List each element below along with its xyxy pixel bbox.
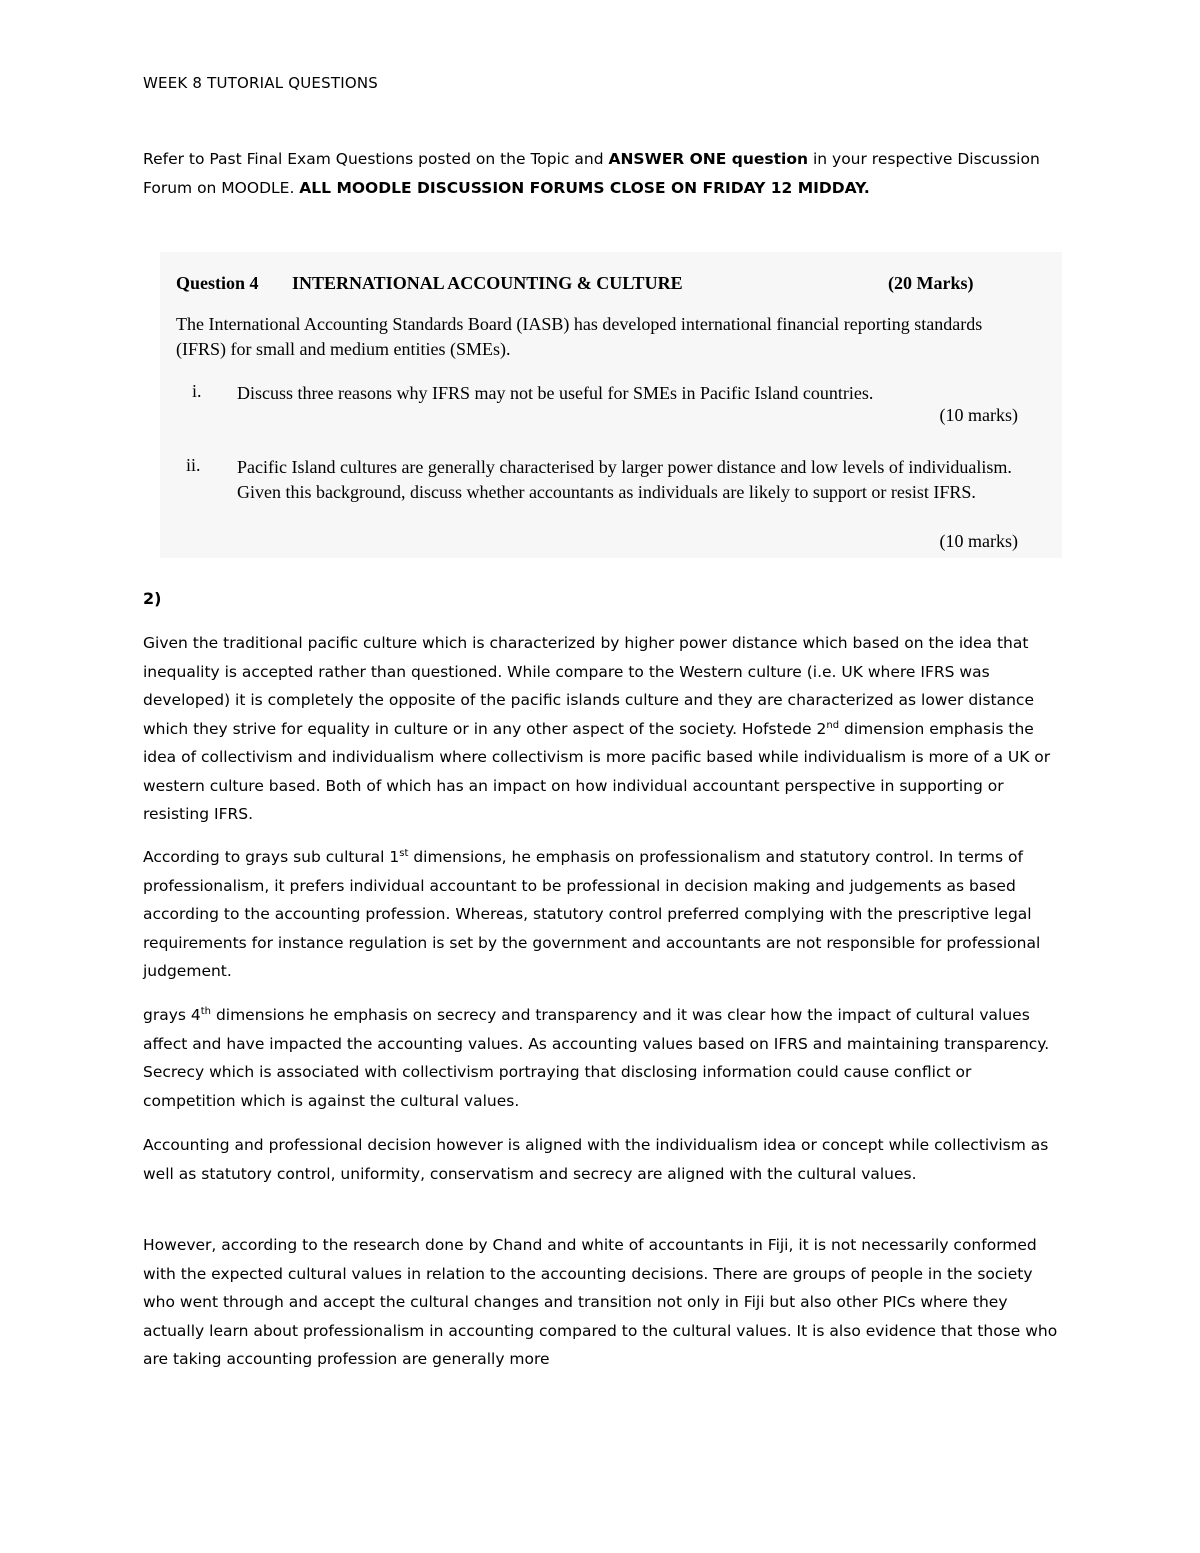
paragraph-text: dimensions, he emphasis on professionalism and statutory control. In terms of professionalism, it prefers individual accountant to be professional in decision making and judgements as based according to the accounting profession. Whereas, statutory control preferred complying with the prescriptive legal requirements for instance regulation is set by the government and accountants are not responsible for professional judgement. (143, 848, 1041, 980)
answer-paragraph-1 (143, 629, 1063, 829)
question-label: Question 4 (176, 273, 259, 293)
intro-bold-answer: ANSWER ONE question (608, 150, 809, 168)
intro-text-1: Refer to Past Final Exam Questions posted on the Topic and (143, 150, 609, 168)
subquestion-marks-1: (10 marks) (939, 405, 1018, 425)
page-heading: WEEK 8 TUTORIAL QUESTIONS (143, 74, 378, 92)
paragraph-text: According to grays sub cultural 1 (143, 848, 400, 866)
superscript: th (200, 1005, 212, 1017)
subquestion-number-1: i. (192, 381, 202, 401)
paragraph-text: Given the traditional pacific culture which is characterized by higher power distance which based on the idea that inequality is accepted rather than questioned. While compare to the Western culture (i.e. UK where IFRS was developed) it is completely the opposite of the pacific islands culture and they are characterized as lower distance which they strive for equality in culture or in any other aspect of the society. Hofstede 2 (143, 634, 1034, 738)
question-total-marks: (20 Marks) (888, 273, 974, 293)
superscript: nd (826, 719, 840, 731)
answer-part-label: 2) (143, 589, 162, 608)
paragraph-text: dimension emphasis the idea of collectivism and individualism where collectivism is more pacific based while individualism is more of a UK or western culture based. Both of which has an impact on how individual accountant perspective in supporting or resisting IFRS. (143, 719, 1051, 823)
paragraph-text: However, according to the research done by Chand and white of accountants in Fiji, it is not necessarily conformed with the expected cultural values in relation to the accounting decisions. There are groups of people in the society who went through and accept the cultural changes and transition not only in Fiji but also other PICs where they actually learn about professionalism in accounting compared to the cultural values. It is also evidence that those who are taking accounting profession are generally more (143, 1236, 1058, 1368)
question-stem: The International Accounting Standards Board (IASB) has developed international financial reporting standards (IFRS) for small and medium entities (SMEs). (176, 314, 983, 359)
subquestion-marks-2: (10 marks) (939, 531, 1018, 551)
subquestion-text-1: Discuss three reasons why IFRS may not be useful for SMEs in Pacific Island countries. (237, 383, 874, 403)
paragraph-text: dimensions he emphasis on secrecy and transparency and it was clear how the impact of cultural values affect and have impacted the accounting values. As accounting values based on IFRS and maintaining transparency. Secrecy which is associated with collectivism portraying that disclosing information could cause conflict or competition which is against the cultural values. (143, 1006, 1050, 1110)
paragraph-text: Accounting and professional decision however is aligned with the individualism idea or concept while collectivism as well as statutory control, uniformity, conservatism and secrecy are aligned with the cultural values. (143, 1136, 1049, 1183)
answer-paragraph-5 (143, 1231, 1063, 1374)
intro-bold-deadline: ALL MOODLE DISCUSSION FORUMS CLOSE ON FRIDAY 12 MIDDAY. (299, 179, 870, 197)
subquestion-number-2: ii. (186, 455, 201, 475)
intro-instructions (143, 145, 1073, 203)
paragraph-text: grays 4 (143, 1006, 201, 1024)
question-topic: INTERNATIONAL ACCOUNTING & CULTURE (292, 273, 683, 293)
intro-text-2: in your respective Discussion Forum on MOODLE. (143, 150, 1040, 197)
answer-paragraph-2 (143, 843, 1063, 986)
subquestion-text-2: Pacific Island cultures are generally characterised by larger power distance and low levels of individualism. Given this background, discuss whether accountants as individuals are likely to support or resist IFRS. (237, 457, 1012, 502)
answer-paragraph-3 (143, 1001, 1063, 1115)
superscript: st (399, 847, 409, 859)
answer-paragraph-4 (143, 1131, 1063, 1188)
